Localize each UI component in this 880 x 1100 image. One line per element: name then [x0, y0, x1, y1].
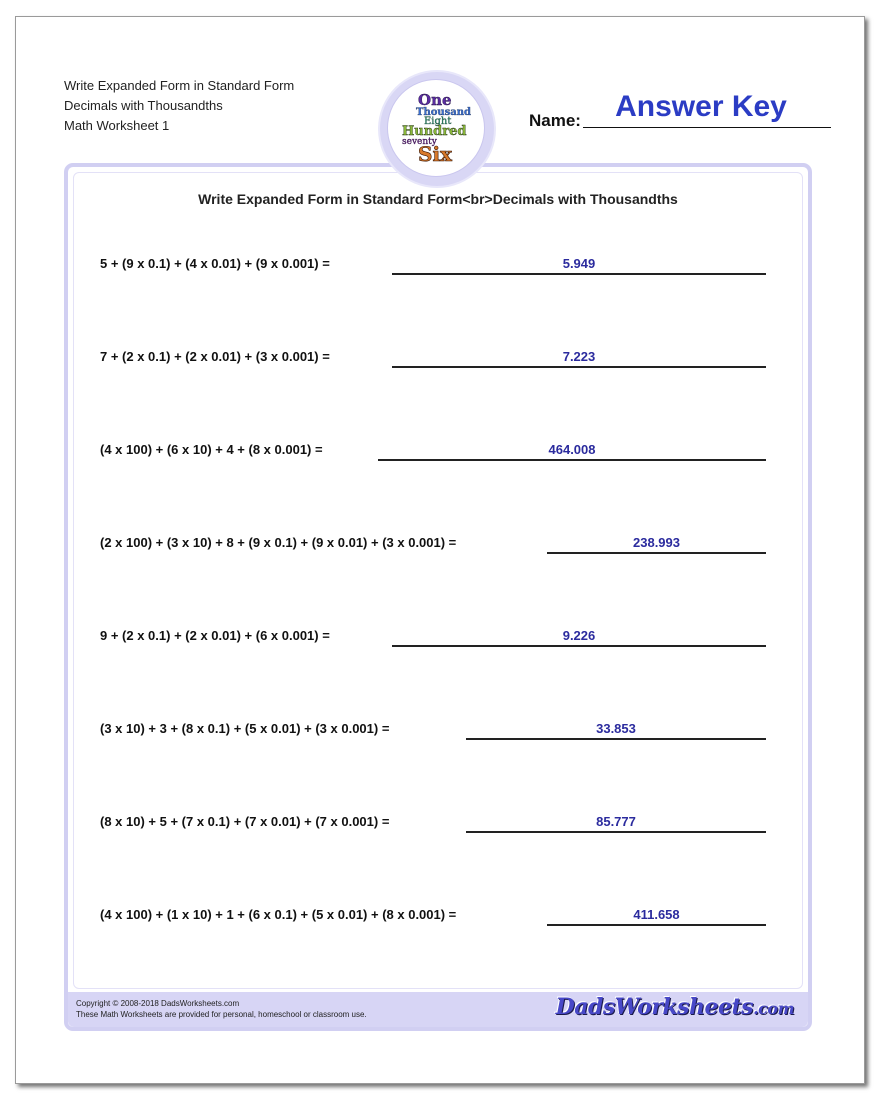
name-label: Name:: [529, 111, 581, 130]
number-words-graphic: [380, 72, 494, 186]
header-title: Write Expanded Form in Standard Form: [64, 78, 295, 93]
problem-answer-4: 238.993: [633, 535, 680, 550]
problem-answer-5: 9.226: [562, 628, 596, 643]
copyright-text: Copyright © 2008-2018 DadsWorksheets.com: [76, 999, 240, 1008]
dadsworksheets-logo: [556, 994, 794, 1020]
name-field-line[interactable]: [583, 127, 831, 128]
problem-answer-2: 7.223: [562, 349, 596, 364]
answer-line-1[interactable]: [392, 273, 766, 275]
problem-answer-7: 85.777: [596, 814, 636, 829]
problem-answer-1: 5.949: [562, 256, 596, 271]
problem-expression-8: (4 x 100) + (1 x 10) + 1 + (6 x 0.1) + (5 x 0.01) + (8 x 0.001) =: [100, 907, 457, 922]
badge-word-eight: Eight: [424, 116, 452, 127]
problem-answer-6: 33.853: [596, 721, 636, 736]
answer-line-6[interactable]: [466, 738, 766, 740]
header-subtitle: Decimals with Thousandths: [64, 98, 223, 113]
answer-line-8[interactable]: [547, 924, 766, 926]
problem-answer-3: 464.008: [548, 442, 596, 457]
header-worksheet-number: Math Worksheet 1: [64, 118, 170, 133]
worksheet-inner-border: [73, 172, 803, 989]
answer-line-7[interactable]: [466, 831, 766, 833]
worksheet-header: [64, 76, 294, 136]
number-words-badge: [380, 72, 494, 186]
usage-text: These Math Worksheets are provided for personal, homeschool or classroom use.: [76, 1010, 367, 1019]
worksheet-frame: [64, 163, 812, 1031]
problem-expression-3: (4 x 100) + (6 x 10) + 4 + (8 x 0.001) =: [100, 442, 323, 457]
badge-word-six: Six: [418, 142, 452, 166]
answer-line-3[interactable]: [378, 459, 766, 461]
badge-word-one: One: [418, 91, 452, 109]
problem-expression-7: (8 x 10) + 5 + (7 x 0.1) + (7 x 0.01) + (7 x 0.001) =: [100, 814, 390, 829]
worksheet-footer: [68, 992, 808, 1027]
problem-expression-2: 7 + (2 x 0.1) + (2 x 0.01) + (3 x 0.001) =: [100, 349, 330, 364]
answer-key-text: Answer Key: [615, 90, 787, 123]
sheet-title: Write Expanded Form in Standard Form<br>Decimals with Thousandths: [198, 191, 678, 207]
logo-main-text: DadsWorksheets: [555, 994, 754, 1020]
problem-expression-6: (3 x 10) + 3 + (8 x 0.1) + (5 x 0.01) + (3 x 0.001) =: [100, 721, 390, 736]
badge-word-hundred: Hundred: [402, 124, 467, 139]
problem-expression-5: 9 + (2 x 0.1) + (2 x 0.01) + (6 x 0.001) =: [100, 628, 330, 643]
problem-answer-8: 411.658: [633, 907, 680, 922]
badge-word-thousand: Thousand: [416, 107, 472, 118]
logo-suffix-text: .com: [753, 999, 794, 1018]
footer-copyright: [76, 998, 367, 1020]
answer-line-5[interactable]: [392, 645, 766, 647]
answer-line-2[interactable]: [392, 366, 766, 368]
answer-line-4[interactable]: [547, 552, 766, 554]
problem-expression-4: (2 x 100) + (3 x 10) + 8 + (9 x 0.1) + (9 x 0.01) + (3 x 0.001) =: [100, 535, 457, 550]
problem-expression-1: 5 + (9 x 0.1) + (4 x 0.01) + (9 x 0.001) =: [100, 256, 330, 271]
badge-word-seventy: seventy: [402, 137, 437, 147]
